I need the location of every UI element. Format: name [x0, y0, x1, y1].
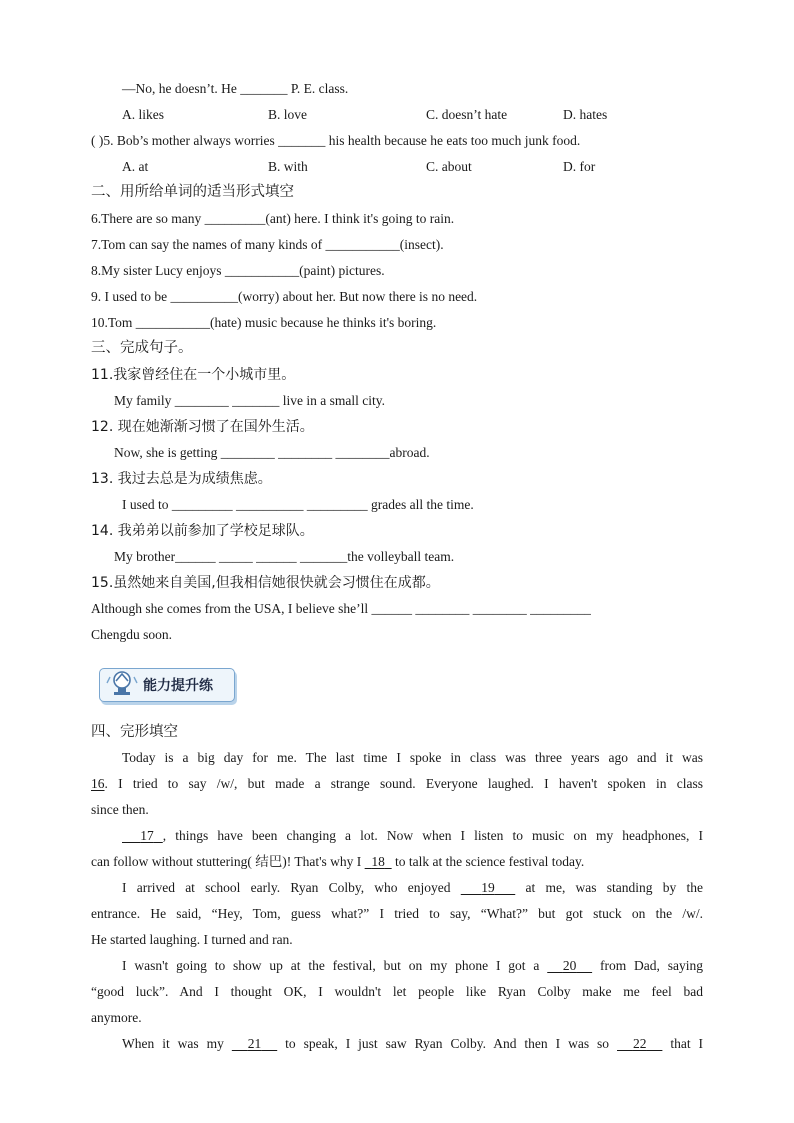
section2-item-10: 10.Tom ___________(hate) music because he thinks it's boring.: [91, 315, 437, 330]
q4-option-d[interactable]: D. hates: [563, 107, 608, 122]
ability-banner: [95, 665, 237, 705]
cloze-p4-line2: “good luck”. And I thought OK, I wouldn't let people like Ryan Colby make me feel bad: [91, 984, 703, 999]
q4-option-a[interactable]: A. likes: [122, 107, 164, 122]
cloze-p2-line2: [91, 853, 703, 871]
section2-item-6: 6.There are so many _________(ant) here. I think it's going to rain.: [91, 211, 455, 226]
blank-18[interactable]: 18: [371, 854, 385, 869]
cloze-p5-line1: [122, 1035, 703, 1053]
q5-option-c[interactable]: C. about: [426, 159, 472, 174]
cloze-p4-line1-tail: from Dad, saying: [592, 958, 703, 973]
cloze-p1-line3: since then.: [91, 802, 149, 817]
section3-item-15-cn: 15.虽然她来自美国,但我相信她很快就会习惯住在成都。: [91, 575, 440, 591]
cloze-p2-line1-text: , things have been changing a lot. Now when I listen to music on my headphones, I: [162, 828, 703, 843]
section3-item-12-en: Now, she is getting ________ ________ ________abroad.: [114, 445, 430, 460]
q5-option-d[interactable]: D. for: [563, 159, 596, 174]
section2-item-8: 8.My sister Lucy enjoys ___________(paint) pictures.: [91, 263, 385, 278]
section2-item-7: 7.Tom can say the names of many kinds of ___________(insect).: [91, 237, 444, 252]
cloze-p5-line1-mid: to speak, I just saw Ryan Colby. And then I was so: [277, 1036, 618, 1051]
section3-item-14-en: My brother______ _____ ______ _______the volleyball team.: [114, 549, 455, 564]
cloze-p5-line1-tail: that I: [662, 1036, 704, 1051]
section3-item-11-en: My family ________ _______ live in a small city.: [114, 393, 385, 408]
cloze-p3-line3: He started laughing. I turned and ran.: [91, 932, 293, 947]
cloze-p1-line1: Today is a big day for me. The last time I spoke in class was three years ago and it was: [122, 750, 703, 765]
cloze-p3-line1-text: I arrived at school early. Ryan Colby, who enjoyed: [122, 880, 461, 895]
blank-21[interactable]: 21: [247, 1036, 262, 1051]
cloze-p2-line1: [122, 827, 703, 845]
section4-title: 四、完形填空: [91, 724, 178, 740]
section3-title: 三、完成句子。: [91, 340, 193, 356]
cloze-p2-line2-text: can follow without stuttering( 结巴)! That's why I: [91, 854, 365, 869]
q5-option-b[interactable]: B. with: [268, 159, 308, 174]
cloze-p1-line2-text: . I tried to say /w/, but made a strange sound. Everyone laughed. I haven't spoken in class: [104, 776, 703, 791]
section2-title: 二、用所给单词的适当形式填空: [91, 184, 294, 200]
trophy-icon: [105, 669, 139, 699]
blank-20[interactable]: 20: [562, 958, 577, 973]
section3-item-13-cn: 13. 我过去总是为成绩焦虑。: [91, 471, 272, 487]
section3-item-12-cn: 12. 现在她渐渐习惯了在国外生活。: [91, 419, 314, 435]
cloze-p3-line2: entrance. He said, “Hey, Tom, guess what?” I tried to say, “What?” but got stuck on the /w/.: [91, 906, 703, 921]
blank-22[interactable]: 22: [632, 1036, 647, 1051]
section3-item-14-cn: 14. 我弟弟以前参加了学校足球队。: [91, 523, 314, 539]
cloze-p1-line2: [91, 775, 703, 793]
section3-item-15-en: Although she comes from the USA, I believe she’ll ______ ________ ________ _________: [91, 601, 591, 616]
section3-item-15-en-cont: Chengdu soon.: [91, 627, 172, 642]
section3-item-13-en: I used to _________ __________ _________ grades all the time.: [122, 497, 474, 512]
section2-item-9: 9. I used to be __________(worry) about her. But now there is no need.: [91, 289, 478, 304]
q5-options: [122, 158, 703, 176]
q5-stem: ( )5. Bob’s mother always worries _______ his health because he eats too much junk food.: [91, 133, 581, 148]
blank-16[interactable]: 16: [91, 776, 105, 791]
q4-answer-line: —No, he doesn’t. He _______ P. E. class.: [122, 81, 349, 96]
blank-17[interactable]: 17: [140, 828, 154, 843]
cloze-p3-line1-tail: at me, was standing by the: [515, 880, 704, 895]
q4-option-b[interactable]: B. love: [268, 107, 307, 122]
q4-option-c[interactable]: C. doesn’t hate: [426, 107, 508, 122]
cloze-p4-line1: [122, 957, 703, 975]
cloze-p5-line1-text: When it was my: [122, 1036, 232, 1051]
cloze-p2-line2-tail: to talk at the science festival today.: [391, 854, 585, 869]
blank-19[interactable]: 19: [481, 880, 495, 895]
cloze-p4-line1-text: I wasn't going to show up at the festival, but on my phone I got a: [122, 958, 548, 973]
q5-option-a[interactable]: A. at: [122, 159, 149, 174]
banner-title: 能力提升练: [143, 678, 213, 694]
q4-options: [122, 106, 703, 124]
cloze-p3-line1: [122, 879, 703, 897]
cloze-p4-line3: anymore.: [91, 1010, 142, 1025]
section3-item-11-cn: 11.我家曾经住在一个小城市里。: [91, 367, 296, 383]
